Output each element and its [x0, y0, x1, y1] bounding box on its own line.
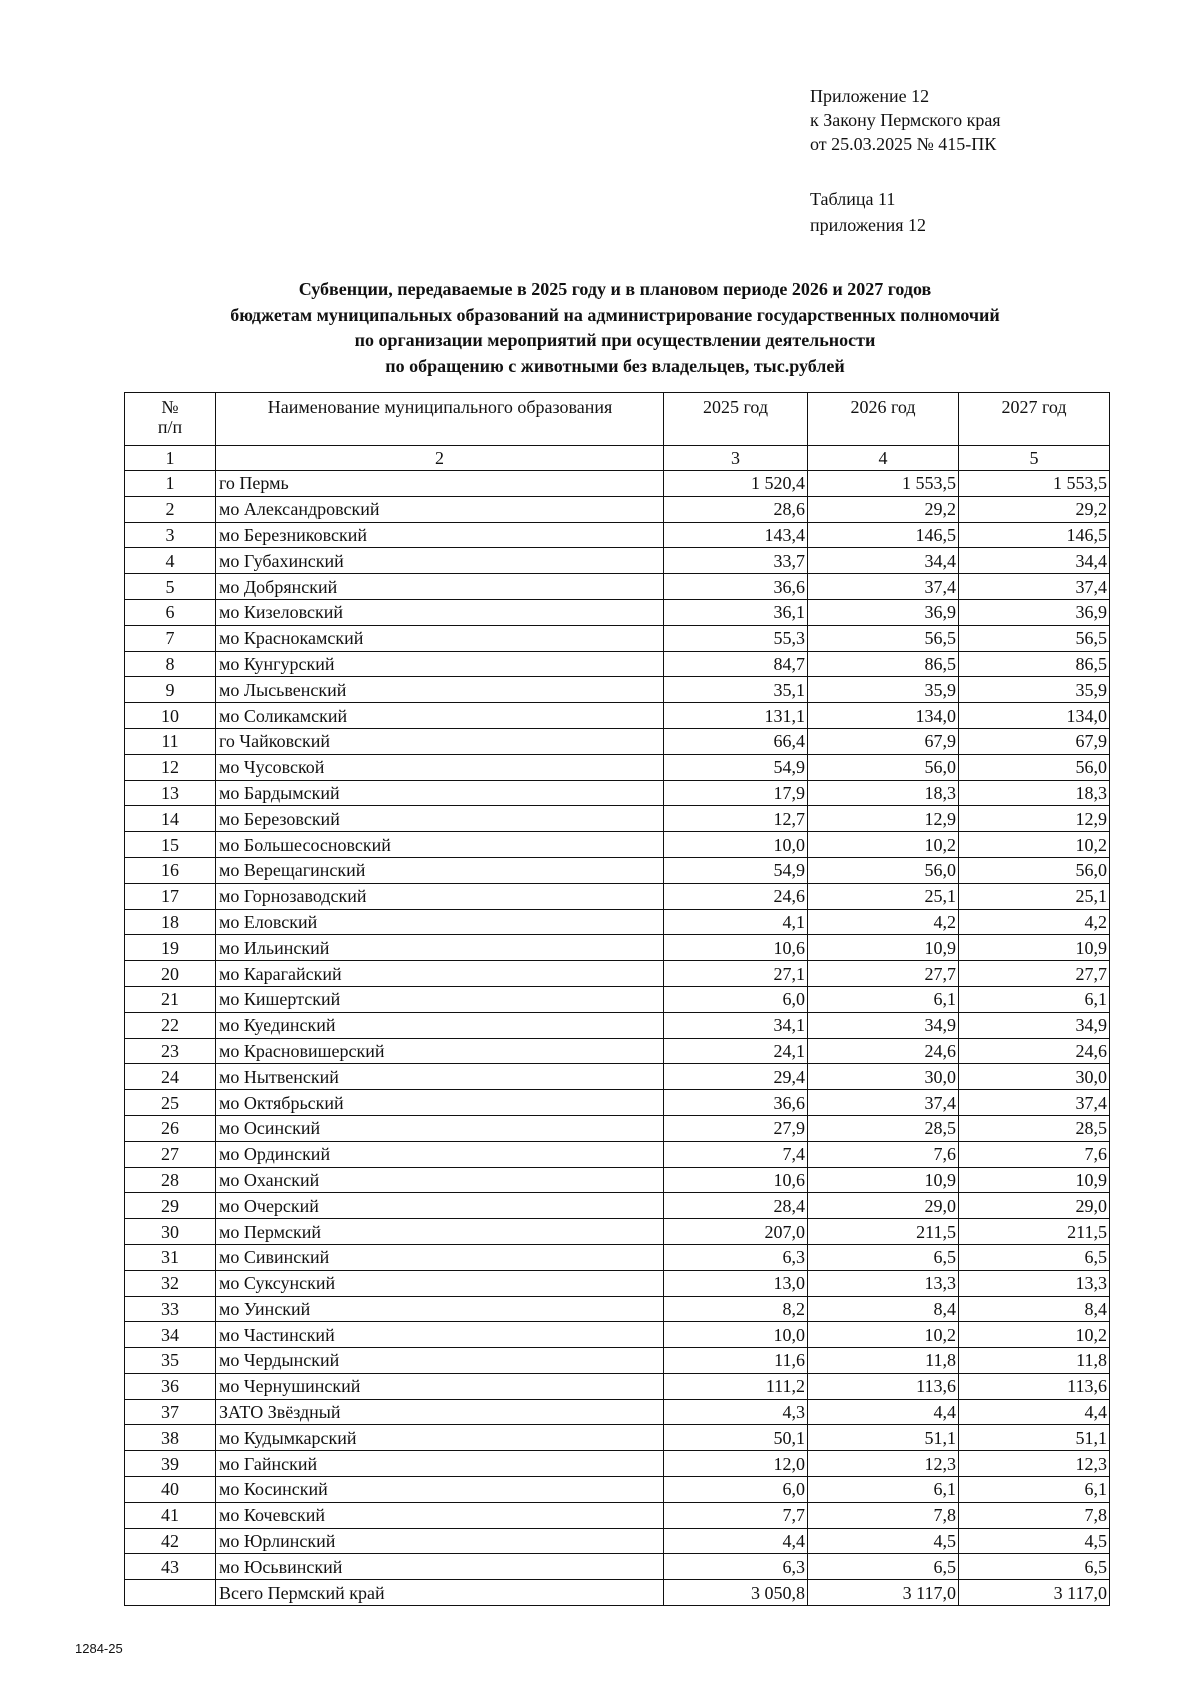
row-number: 43 — [125, 1554, 216, 1580]
col-header-2027: 2027 год — [959, 393, 1110, 446]
table-row — [125, 1373, 1110, 1399]
row-number: 32 — [125, 1270, 216, 1296]
value-2027: 134,0 — [959, 703, 1110, 729]
value-2027: 36,9 — [959, 599, 1110, 625]
row-number: 34 — [125, 1322, 216, 1348]
value-2026: 12,3 — [808, 1451, 959, 1477]
municipality-name: мо Чернушинский — [216, 1373, 664, 1399]
municipality-name: го Пермь — [216, 471, 664, 497]
table-row — [125, 1554, 1110, 1580]
municipality-name: мо Гайнский — [216, 1451, 664, 1477]
value-2027: 56,5 — [959, 625, 1110, 651]
table-row — [125, 883, 1110, 909]
municipality-name: мо Карагайский — [216, 961, 664, 987]
table-row — [125, 1425, 1110, 1451]
table-row — [125, 496, 1110, 522]
row-number: 23 — [125, 1038, 216, 1064]
value-2026: 51,1 — [808, 1425, 959, 1451]
col-header-number: № п/п — [125, 393, 216, 446]
table-row — [125, 574, 1110, 600]
value-2027: 7,8 — [959, 1502, 1110, 1528]
total-row-number — [125, 1580, 216, 1606]
value-2026: 35,9 — [808, 677, 959, 703]
value-2027: 18,3 — [959, 780, 1110, 806]
row-number: 39 — [125, 1451, 216, 1477]
total-value-2026: 3 117,0 — [808, 1580, 959, 1606]
municipality-name: мо Кудымкарский — [216, 1425, 664, 1451]
row-number: 10 — [125, 703, 216, 729]
row-number: 17 — [125, 883, 216, 909]
municipality-name: мо Ильинский — [216, 935, 664, 961]
municipality-name: мо Юрлинский — [216, 1528, 664, 1554]
row-number: 14 — [125, 806, 216, 832]
appendix-line: Приложение 12 — [810, 86, 930, 106]
value-2025: 7,4 — [664, 1141, 808, 1167]
value-2025: 10,6 — [664, 1167, 808, 1193]
value-2027: 28,5 — [959, 1115, 1110, 1141]
value-2026: 37,4 — [808, 1090, 959, 1116]
title-line-1: Субвенции, передаваемые в 2025 году и в плановом периоде 2026 и 2027 годов — [298, 279, 932, 299]
value-2026: 6,5 — [808, 1244, 959, 1270]
value-2026: 67,9 — [808, 728, 959, 754]
value-2025: 27,1 — [664, 961, 808, 987]
value-2025: 143,4 — [664, 522, 808, 548]
value-2025: 54,9 — [664, 754, 808, 780]
value-2026: 7,6 — [808, 1141, 959, 1167]
value-2025: 35,1 — [664, 677, 808, 703]
municipality-name: мо Косинский — [216, 1477, 664, 1503]
document-title — [120, 277, 1110, 379]
subvention-table — [124, 392, 1110, 1606]
row-number: 36 — [125, 1373, 216, 1399]
value-2025: 12,0 — [664, 1451, 808, 1477]
row-number: 28 — [125, 1167, 216, 1193]
value-2025: 131,1 — [664, 703, 808, 729]
col-number-1: 1 — [125, 446, 216, 471]
value-2025: 10,6 — [664, 935, 808, 961]
value-2025: 6,0 — [664, 1477, 808, 1503]
row-number: 13 — [125, 780, 216, 806]
municipality-name: мо Березниковский — [216, 522, 664, 548]
row-number: 8 — [125, 651, 216, 677]
value-2027: 10,2 — [959, 1322, 1110, 1348]
row-number: 3 — [125, 522, 216, 548]
table-row — [125, 471, 1110, 497]
table-row — [125, 1270, 1110, 1296]
table-row — [125, 909, 1110, 935]
municipality-name: мо Губахинский — [216, 548, 664, 574]
value-2025: 50,1 — [664, 1425, 808, 1451]
municipality-name: мо Нытвенский — [216, 1064, 664, 1090]
col-header-2026: 2026 год — [808, 393, 959, 446]
value-2026: 28,5 — [808, 1115, 959, 1141]
value-2027: 10,9 — [959, 1167, 1110, 1193]
table-row — [125, 1141, 1110, 1167]
value-2027: 6,1 — [959, 986, 1110, 1012]
municipality-name: мо Горнозаводский — [216, 883, 664, 909]
row-number: 9 — [125, 677, 216, 703]
value-2027: 113,6 — [959, 1373, 1110, 1399]
value-2026: 34,4 — [808, 548, 959, 574]
value-2026: 134,0 — [808, 703, 959, 729]
value-2027: 51,1 — [959, 1425, 1110, 1451]
municipality-name: мо Сивинский — [216, 1244, 664, 1270]
value-2027: 56,0 — [959, 857, 1110, 883]
municipality-name: мо Пермский — [216, 1219, 664, 1245]
table-row — [125, 1528, 1110, 1554]
value-2026: 10,9 — [808, 935, 959, 961]
value-2025: 12,7 — [664, 806, 808, 832]
table-row — [125, 1012, 1110, 1038]
value-2027: 10,2 — [959, 832, 1110, 858]
table-ref-line: Таблица 11 — [810, 189, 896, 209]
table-row — [125, 728, 1110, 754]
value-2025: 28,6 — [664, 496, 808, 522]
value-2027: 34,9 — [959, 1012, 1110, 1038]
municipality-name: мо Частинский — [216, 1322, 664, 1348]
value-2027: 6,1 — [959, 1477, 1110, 1503]
value-2027: 29,2 — [959, 496, 1110, 522]
municipality-name: мо Уинский — [216, 1296, 664, 1322]
appendix-date-line: от 25.03.2025 № 415-ПК — [810, 134, 997, 154]
value-2027: 6,5 — [959, 1244, 1110, 1270]
value-2027: 4,2 — [959, 909, 1110, 935]
value-2025: 111,2 — [664, 1373, 808, 1399]
value-2027: 7,6 — [959, 1141, 1110, 1167]
value-2026: 4,5 — [808, 1528, 959, 1554]
row-number: 15 — [125, 832, 216, 858]
row-number: 6 — [125, 599, 216, 625]
value-2025: 13,0 — [664, 1270, 808, 1296]
appendix-law-line: к Закону Пермского края — [810, 110, 1001, 130]
value-2027: 37,4 — [959, 574, 1110, 600]
value-2026: 36,9 — [808, 599, 959, 625]
value-2026: 25,1 — [808, 883, 959, 909]
table-header-row — [125, 393, 1110, 446]
municipality-name: мо Добрянский — [216, 574, 664, 600]
municipality-name: мо Чердынский — [216, 1348, 664, 1374]
value-2026: 30,0 — [808, 1064, 959, 1090]
row-number: 11 — [125, 728, 216, 754]
value-2026: 10,2 — [808, 1322, 959, 1348]
table-row — [125, 1322, 1110, 1348]
value-2026: 113,6 — [808, 1373, 959, 1399]
value-2026: 56,0 — [808, 754, 959, 780]
table-row — [125, 1090, 1110, 1116]
table-row — [125, 599, 1110, 625]
row-number: 37 — [125, 1399, 216, 1425]
value-2025: 33,7 — [664, 548, 808, 574]
value-2027: 25,1 — [959, 883, 1110, 909]
row-number: 38 — [125, 1425, 216, 1451]
value-2027: 1 553,5 — [959, 471, 1110, 497]
table-row — [125, 780, 1110, 806]
value-2026: 18,3 — [808, 780, 959, 806]
value-2027: 30,0 — [959, 1064, 1110, 1090]
row-number: 42 — [125, 1528, 216, 1554]
title-line-2: бюджетам муниципальных образований на администрирование государственных полномочий — [230, 304, 1000, 325]
row-number: 33 — [125, 1296, 216, 1322]
value-2026: 86,5 — [808, 651, 959, 677]
value-2027: 8,4 — [959, 1296, 1110, 1322]
value-2025: 29,4 — [664, 1064, 808, 1090]
row-number: 40 — [125, 1477, 216, 1503]
value-2027: 13,3 — [959, 1270, 1110, 1296]
table-body — [125, 471, 1110, 1606]
municipality-name: мо Краснокамский — [216, 625, 664, 651]
value-2026: 29,2 — [808, 496, 959, 522]
row-number: 20 — [125, 961, 216, 987]
table-row — [125, 832, 1110, 858]
value-2027: 67,9 — [959, 728, 1110, 754]
value-2027: 34,4 — [959, 548, 1110, 574]
table-row — [125, 1219, 1110, 1245]
table-row — [125, 1348, 1110, 1374]
value-2026: 27,7 — [808, 961, 959, 987]
value-2025: 66,4 — [664, 728, 808, 754]
value-2026: 6,1 — [808, 986, 959, 1012]
value-2025: 36,6 — [664, 1090, 808, 1116]
value-2026: 146,5 — [808, 522, 959, 548]
value-2027: 10,9 — [959, 935, 1110, 961]
value-2025: 4,4 — [664, 1528, 808, 1554]
row-number: 24 — [125, 1064, 216, 1090]
value-2025: 10,0 — [664, 1322, 808, 1348]
value-2027: 4,4 — [959, 1399, 1110, 1425]
table-reference — [810, 186, 926, 238]
value-2025: 24,6 — [664, 883, 808, 909]
row-number: 30 — [125, 1219, 216, 1245]
municipality-name: мо Осинский — [216, 1115, 664, 1141]
table-row — [125, 986, 1110, 1012]
value-2025: 54,9 — [664, 857, 808, 883]
municipality-name: мо Верещагинский — [216, 857, 664, 883]
table-row — [125, 1399, 1110, 1425]
municipality-name: мо Ординский — [216, 1141, 664, 1167]
table-row — [125, 677, 1110, 703]
row-number: 1 — [125, 471, 216, 497]
value-2026: 4,2 — [808, 909, 959, 935]
value-2027: 86,5 — [959, 651, 1110, 677]
row-number: 5 — [125, 574, 216, 600]
municipality-name: мо Чусовской — [216, 754, 664, 780]
table-row — [125, 522, 1110, 548]
value-2027: 11,8 — [959, 1348, 1110, 1374]
total-value-2027: 3 117,0 — [959, 1580, 1110, 1606]
value-2026: 7,8 — [808, 1502, 959, 1528]
value-2027: 24,6 — [959, 1038, 1110, 1064]
value-2027: 35,9 — [959, 677, 1110, 703]
value-2025: 1 520,4 — [664, 471, 808, 497]
municipality-name: мо Очерский — [216, 1193, 664, 1219]
value-2025: 6,3 — [664, 1244, 808, 1270]
col-number-4: 4 — [808, 446, 959, 471]
value-2026: 56,5 — [808, 625, 959, 651]
value-2025: 10,0 — [664, 832, 808, 858]
municipality-name: мо Юсьвинский — [216, 1554, 664, 1580]
municipality-name: мо Лысьвенский — [216, 677, 664, 703]
total-row — [125, 1580, 1110, 1606]
municipality-name: мо Соликамский — [216, 703, 664, 729]
value-2025: 55,3 — [664, 625, 808, 651]
municipality-name: мо Куединский — [216, 1012, 664, 1038]
col-header-name: Наименование муниципального образования — [216, 393, 664, 446]
value-2027: 37,4 — [959, 1090, 1110, 1116]
table-row — [125, 548, 1110, 574]
value-2026: 4,4 — [808, 1399, 959, 1425]
table-row — [125, 1038, 1110, 1064]
row-number: 22 — [125, 1012, 216, 1038]
municipality-name: мо Октябрьский — [216, 1090, 664, 1116]
total-value-2025: 3 050,8 — [664, 1580, 808, 1606]
appendix-header — [810, 84, 1001, 156]
municipality-name: го Чайковский — [216, 728, 664, 754]
table-row — [125, 1193, 1110, 1219]
total-municipality-name: Всего Пермский край — [216, 1580, 664, 1606]
table-row — [125, 1244, 1110, 1270]
value-2025: 34,1 — [664, 1012, 808, 1038]
value-2026: 211,5 — [808, 1219, 959, 1245]
col-number-5: 5 — [959, 446, 1110, 471]
value-2027: 4,5 — [959, 1528, 1110, 1554]
value-2025: 28,4 — [664, 1193, 808, 1219]
table-row — [125, 1451, 1110, 1477]
table-row — [125, 1115, 1110, 1141]
value-2027: 12,3 — [959, 1451, 1110, 1477]
value-2026: 6,5 — [808, 1554, 959, 1580]
row-number: 2 — [125, 496, 216, 522]
table-row — [125, 1477, 1110, 1503]
value-2025: 36,6 — [664, 574, 808, 600]
table-row — [125, 703, 1110, 729]
col-header-2025: 2025 год — [664, 393, 808, 446]
row-number: 25 — [125, 1090, 216, 1116]
table-row — [125, 961, 1110, 987]
value-2026: 8,4 — [808, 1296, 959, 1322]
value-2025: 36,1 — [664, 599, 808, 625]
table-ref-appendix-line: приложения 12 — [810, 215, 927, 235]
municipality-name: мо Кизеловский — [216, 599, 664, 625]
value-2026: 24,6 — [808, 1038, 959, 1064]
table-row — [125, 857, 1110, 883]
value-2025: 4,1 — [664, 909, 808, 935]
value-2026: 10,9 — [808, 1167, 959, 1193]
value-2026: 34,9 — [808, 1012, 959, 1038]
table-row — [125, 754, 1110, 780]
value-2027: 211,5 — [959, 1219, 1110, 1245]
col-number-2: 2 — [216, 446, 664, 471]
municipality-name: мо Красновишерский — [216, 1038, 664, 1064]
value-2026: 1 553,5 — [808, 471, 959, 497]
row-number: 26 — [125, 1115, 216, 1141]
municipality-name: мо Кишертский — [216, 986, 664, 1012]
table-row — [125, 806, 1110, 832]
municipality-name: мо Березовский — [216, 806, 664, 832]
municipality-name: мо Большесосновский — [216, 832, 664, 858]
row-number: 31 — [125, 1244, 216, 1270]
municipality-name: мо Кочевский — [216, 1502, 664, 1528]
municipality-name: мо Бардымский — [216, 780, 664, 806]
value-2026: 12,9 — [808, 806, 959, 832]
row-number: 29 — [125, 1193, 216, 1219]
document-code: 1284-25 — [75, 1641, 123, 1656]
table-row — [125, 1296, 1110, 1322]
value-2027: 146,5 — [959, 522, 1110, 548]
table-row — [125, 1064, 1110, 1090]
table-row — [125, 1167, 1110, 1193]
table-row — [125, 651, 1110, 677]
municipality-name: ЗАТО Звёздный — [216, 1399, 664, 1425]
municipality-name: мо Еловский — [216, 909, 664, 935]
value-2025: 7,7 — [664, 1502, 808, 1528]
title-line-4: по обращению с животными без владельцев, тыс.рублей — [385, 355, 845, 376]
municipality-name: мо Александровский — [216, 496, 664, 522]
table-row — [125, 625, 1110, 651]
value-2025: 6,3 — [664, 1554, 808, 1580]
table-row — [125, 935, 1110, 961]
row-number: 12 — [125, 754, 216, 780]
value-2027: 6,5 — [959, 1554, 1110, 1580]
municipality-name: мо Оханский — [216, 1167, 664, 1193]
row-number: 4 — [125, 548, 216, 574]
value-2025: 11,6 — [664, 1348, 808, 1374]
value-2025: 4,3 — [664, 1399, 808, 1425]
value-2026: 37,4 — [808, 574, 959, 600]
title-line-3: по организации мероприятий при осуществлении деятельности — [354, 330, 876, 350]
row-number: 27 — [125, 1141, 216, 1167]
municipality-name: мо Суксунский — [216, 1270, 664, 1296]
value-2026: 6,1 — [808, 1477, 959, 1503]
value-2027: 12,9 — [959, 806, 1110, 832]
value-2025: 84,7 — [664, 651, 808, 677]
row-number: 19 — [125, 935, 216, 961]
value-2025: 24,1 — [664, 1038, 808, 1064]
value-2026: 10,2 — [808, 832, 959, 858]
value-2025: 8,2 — [664, 1296, 808, 1322]
column-number-row — [125, 446, 1110, 471]
value-2027: 56,0 — [959, 754, 1110, 780]
value-2025: 207,0 — [664, 1219, 808, 1245]
value-2026: 56,0 — [808, 857, 959, 883]
row-number: 41 — [125, 1502, 216, 1528]
value-2025: 27,9 — [664, 1115, 808, 1141]
row-number: 35 — [125, 1348, 216, 1374]
value-2026: 29,0 — [808, 1193, 959, 1219]
value-2025: 17,9 — [664, 780, 808, 806]
value-2026: 11,8 — [808, 1348, 959, 1374]
col-number-3: 3 — [664, 446, 808, 471]
table-row — [125, 1502, 1110, 1528]
row-number: 21 — [125, 986, 216, 1012]
value-2026: 13,3 — [808, 1270, 959, 1296]
value-2027: 29,0 — [959, 1193, 1110, 1219]
value-2027: 27,7 — [959, 961, 1110, 987]
row-number: 16 — [125, 857, 216, 883]
row-number: 18 — [125, 909, 216, 935]
municipality-name: мо Кунгурский — [216, 651, 664, 677]
row-number: 7 — [125, 625, 216, 651]
value-2025: 6,0 — [664, 986, 808, 1012]
